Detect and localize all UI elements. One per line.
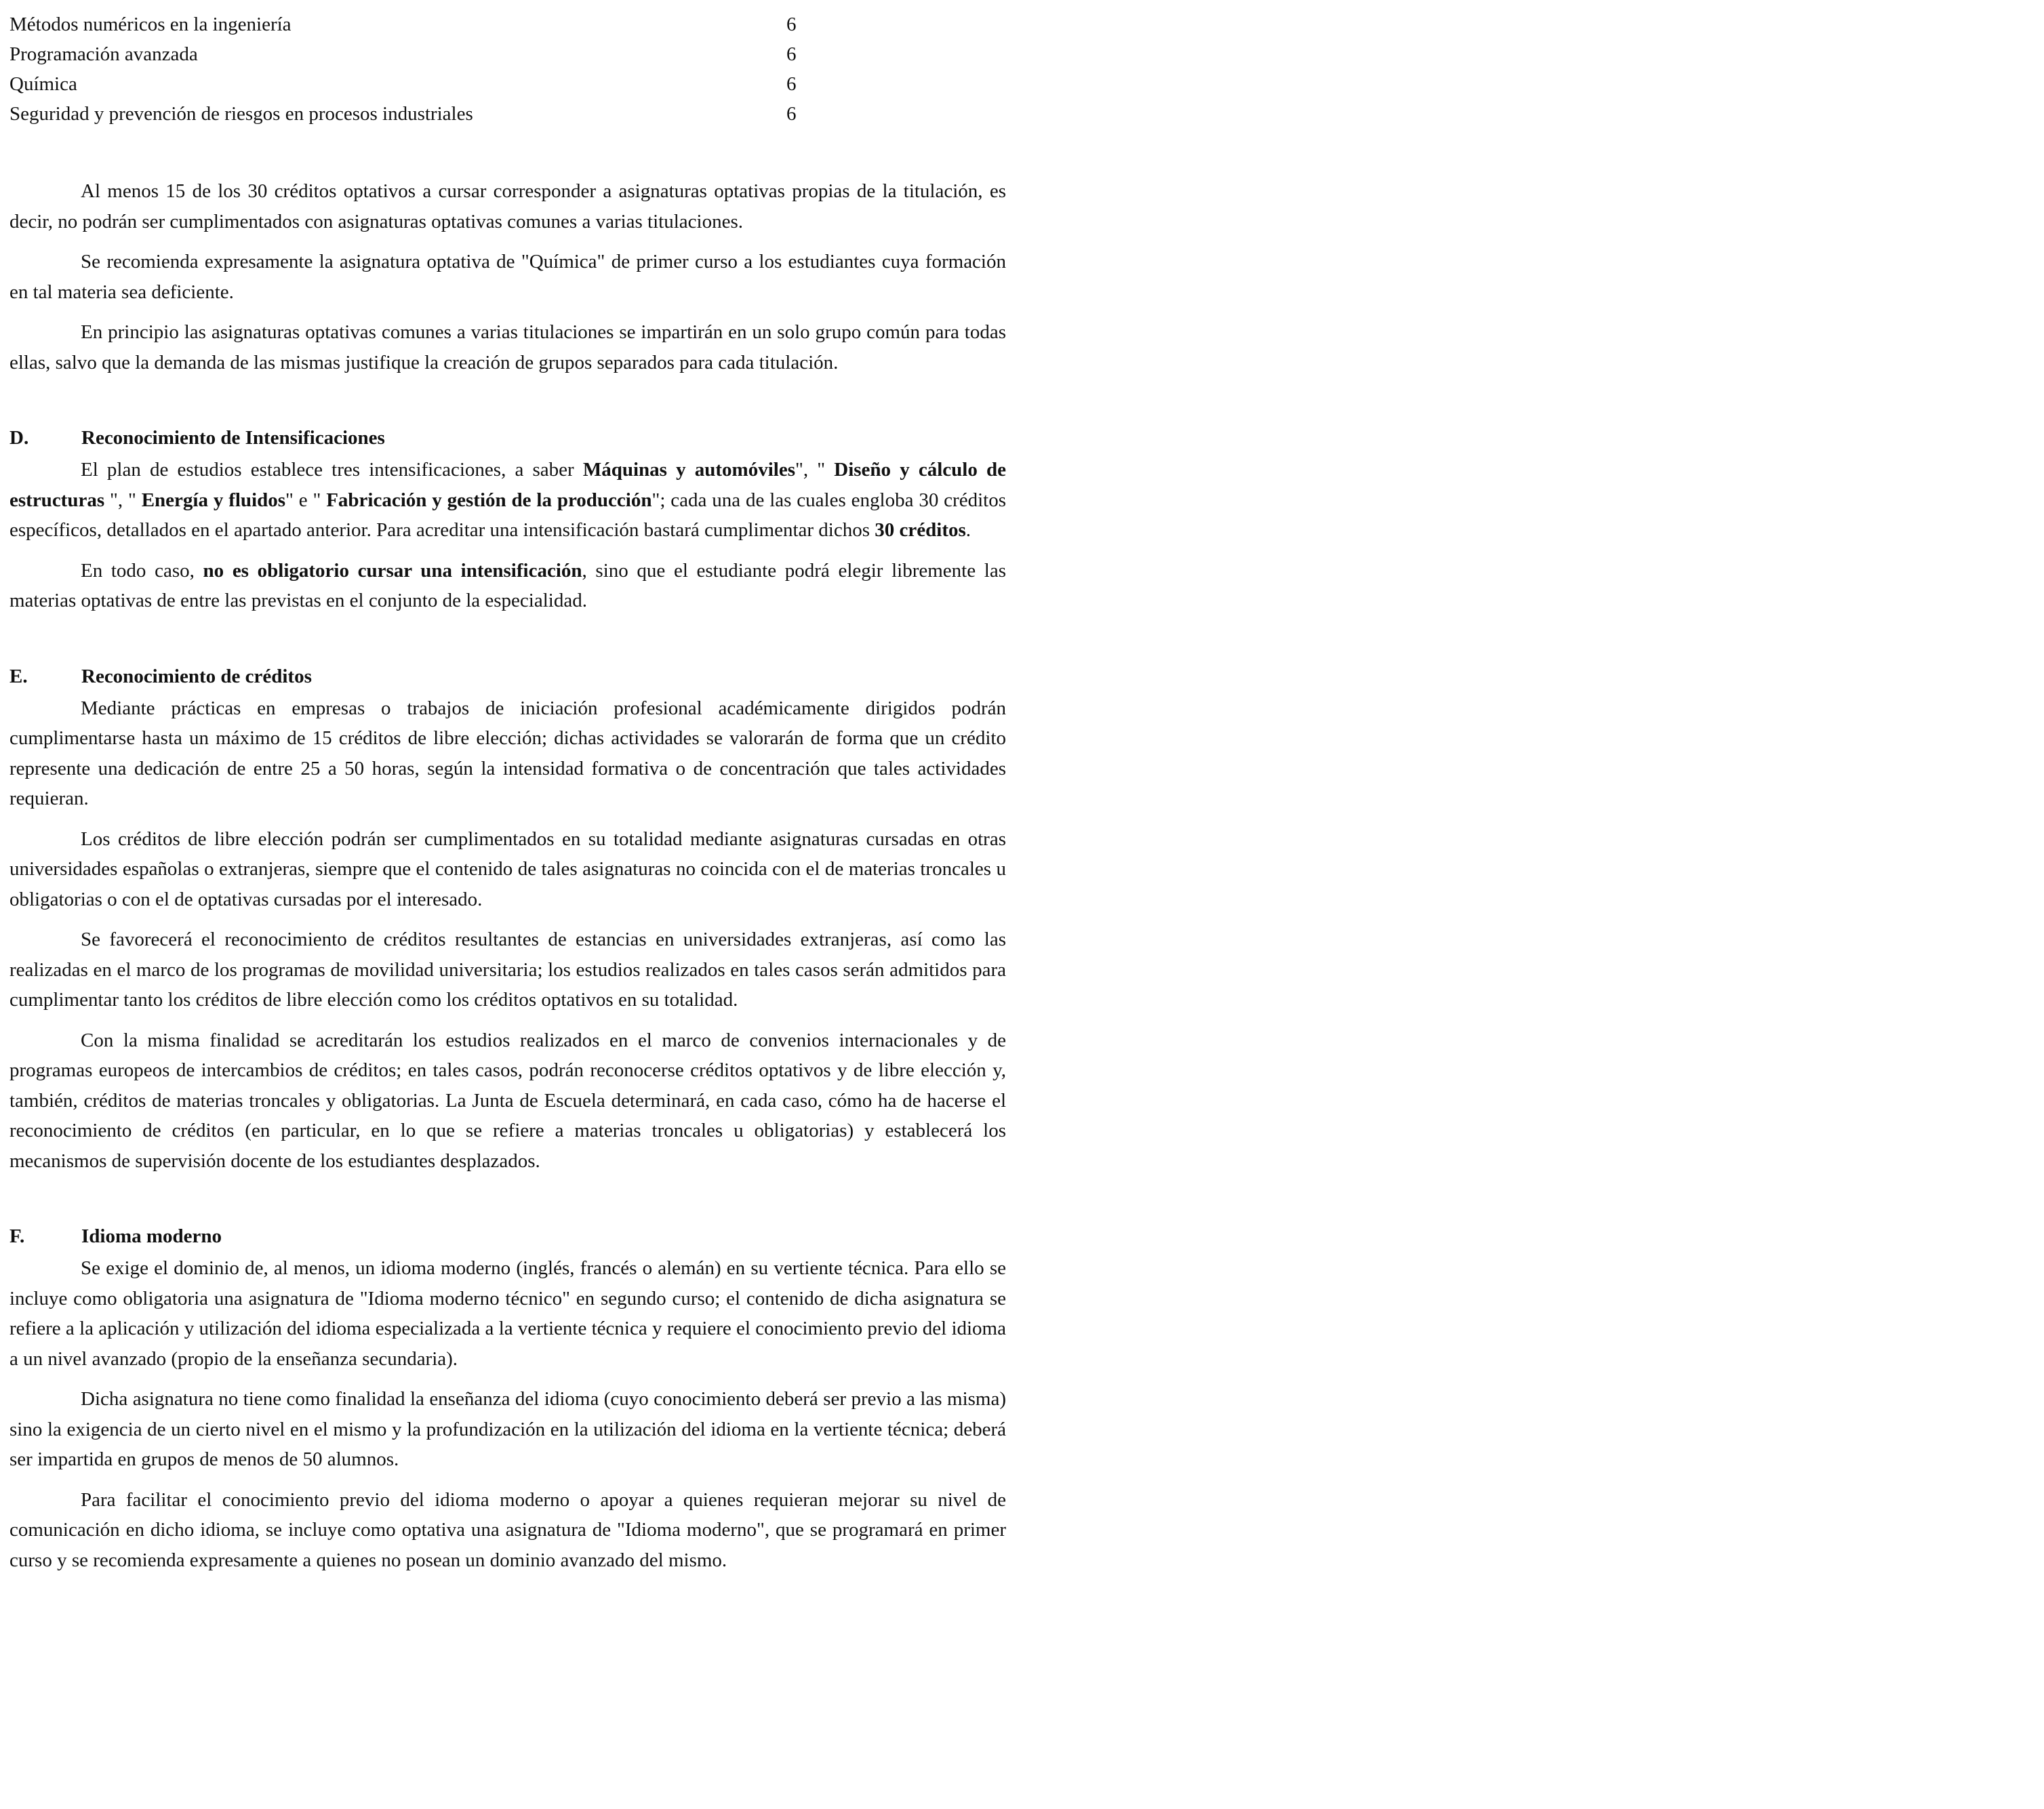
section-f-paragraph: Se exige el dominio de, al menos, un idioma moderno (inglés, francés o alemán) en su vertiente técnica. Para ello se incluye como obligatoria una asignatura de "Idioma moderno técnico" en segundo curso; el contenido de dicha asignatura se refiere a la aplicación y utilización del idioma especializada a la vertiente técnica y requiere el conocimiento previo del idioma a un nivel avanzado (propio de la enseñanza secundaria). bbox=[9, 1257, 1006, 1370]
section-e-paragraph: Se favorecerá el reconocimiento de créditos resultantes de estancias en universidades extranjeras, así como las realizadas en el marco de los programas de movilidad universitaria; los estudios realizados en tales casos serán admitidos para cumplimentar tanto los créditos de libre elección como los créditos optativos en su totalidad. bbox=[9, 929, 1006, 1011]
course-name: Programación avanzada bbox=[9, 43, 198, 65]
course-row bbox=[9, 69, 803, 99]
course-credits: 6 bbox=[786, 73, 797, 95]
section-title: Idioma moderno bbox=[81, 1225, 222, 1247]
course-row bbox=[9, 9, 803, 39]
course-name: Métodos numéricos en la ingeniería bbox=[9, 14, 292, 35]
section-d-paragraph: En todo caso, no es obligatorio cursar una intensificación, sino que el estudiante podrá elegir libremente las materias optativas de entre las previstas en el conjunto de la especialidad. bbox=[9, 559, 1006, 611]
intro-paragraph: Al menos 15 de los 30 créditos optativos a cursar corresponder a asignaturas optativas propias de la titulación, es decir, no podrán ser cumplimentados con asignaturas optativas comunes a varias titulaciones. bbox=[9, 180, 1006, 232]
section-d-paragraph: El plan de estudios establece tres intensificaciones, a saber Máquinas y automóviles", " Diseño y cálculo de estructuras ", " Energía y fluidos" e " Fabricación y gestión de la producción"; cada una de las cuales engloba 30 créditos específicos, detallados en el apartado anterior. Para acreditar una intensificación bastará cumplimentar dichos 30 créditos. bbox=[9, 459, 1006, 541]
section-f-heading bbox=[9, 1221, 1006, 1251]
section-title: Reconocimiento de Intensificaciones bbox=[81, 427, 385, 449]
section-e-paragraph: Los créditos de libre elección podrán ser cumplimentados en su totalidad mediante asignaturas cursadas en otras universidades españolas o extranjeras, siempre que el contenido de tales asignaturas no coincida con el de materias troncales u obligatorias o con el de optativas cursadas por el interesado. bbox=[9, 828, 1006, 910]
section-e-heading bbox=[9, 662, 1006, 691]
section-d-heading bbox=[9, 423, 1006, 453]
course-name: Química bbox=[9, 73, 77, 95]
section-title: Reconocimiento de créditos bbox=[81, 665, 312, 687]
course-credits: 6 bbox=[786, 43, 797, 65]
course-credit-table bbox=[9, 9, 803, 129]
section-e-paragraph: Con la misma finalidad se acreditarán los estudios realizados en el marco de convenios internacionales y de programas europeos de intercambios de créditos; en tales casos, podrán reconocerse créditos optativos y de libre elección y, también, créditos de materias troncales y obligatorias. La Junta de Escuela determinará, en cada caso, cómo ha de hacerse el reconocimiento de créditos (en particular, en lo que se refiere a materias troncales u obligatorias) y establecerá los mecanismos de supervisión docente de los estudiantes desplazados. bbox=[9, 1029, 1006, 1172]
intro-paragraph: Se recomienda expresamente la asignatura optativa de "Química" de primer curso a los estudiantes cuya formación en tal materia sea deficiente. bbox=[9, 251, 1006, 303]
document-page bbox=[9, 9, 1006, 1575]
section-e-paragraph: Mediante prácticas en empresas o trabajos de iniciación profesional académicamente dirigidos podrán cumplimentarse hasta un máximo de 15 créditos de libre elección; dichas actividades se valorarán de forma que un crédito represente una dedicación de entre 25 a 50 horas, según la intensidad formativa o de concentración que tales actividades requieran. bbox=[9, 697, 1006, 809]
course-row bbox=[9, 99, 803, 129]
section-letter: D. bbox=[9, 427, 29, 449]
course-credits: 6 bbox=[786, 14, 797, 35]
section-f-paragraph: Dicha asignatura no tiene como finalidad la enseñanza del idioma (cuyo conocimiento deberá ser previo a las misma) sino la exigencia de un cierto nivel en el mismo y la profundización en la utilización del idioma en la vertiente técnica; deberá ser impartida en grupos de menos de 50 alumnos. bbox=[9, 1388, 1006, 1470]
course-row bbox=[9, 39, 803, 69]
intro-paragraph: En principio las asignaturas optativas comunes a varias titulaciones se impartirán en un solo grupo común para todas ellas, salvo que la demanda de las mismas justifique la creación de grupos separados para cada titulación. bbox=[9, 321, 1006, 373]
course-name: Seguridad y prevención de riesgos en procesos industriales bbox=[9, 103, 473, 125]
section-letter: F. bbox=[9, 1225, 25, 1247]
section-f-paragraph: Para facilitar el conocimiento previo del idioma moderno o apoyar a quienes requieran mejorar su nivel de comunicación en dicho idioma, se incluye como optativa una asignatura de "Idioma moderno", que se programará en primer curso y se recomienda expresamente a quienes no posean un dominio avanzado del mismo. bbox=[9, 1488, 1006, 1571]
course-credits: 6 bbox=[786, 103, 797, 125]
section-letter: E. bbox=[9, 665, 28, 687]
